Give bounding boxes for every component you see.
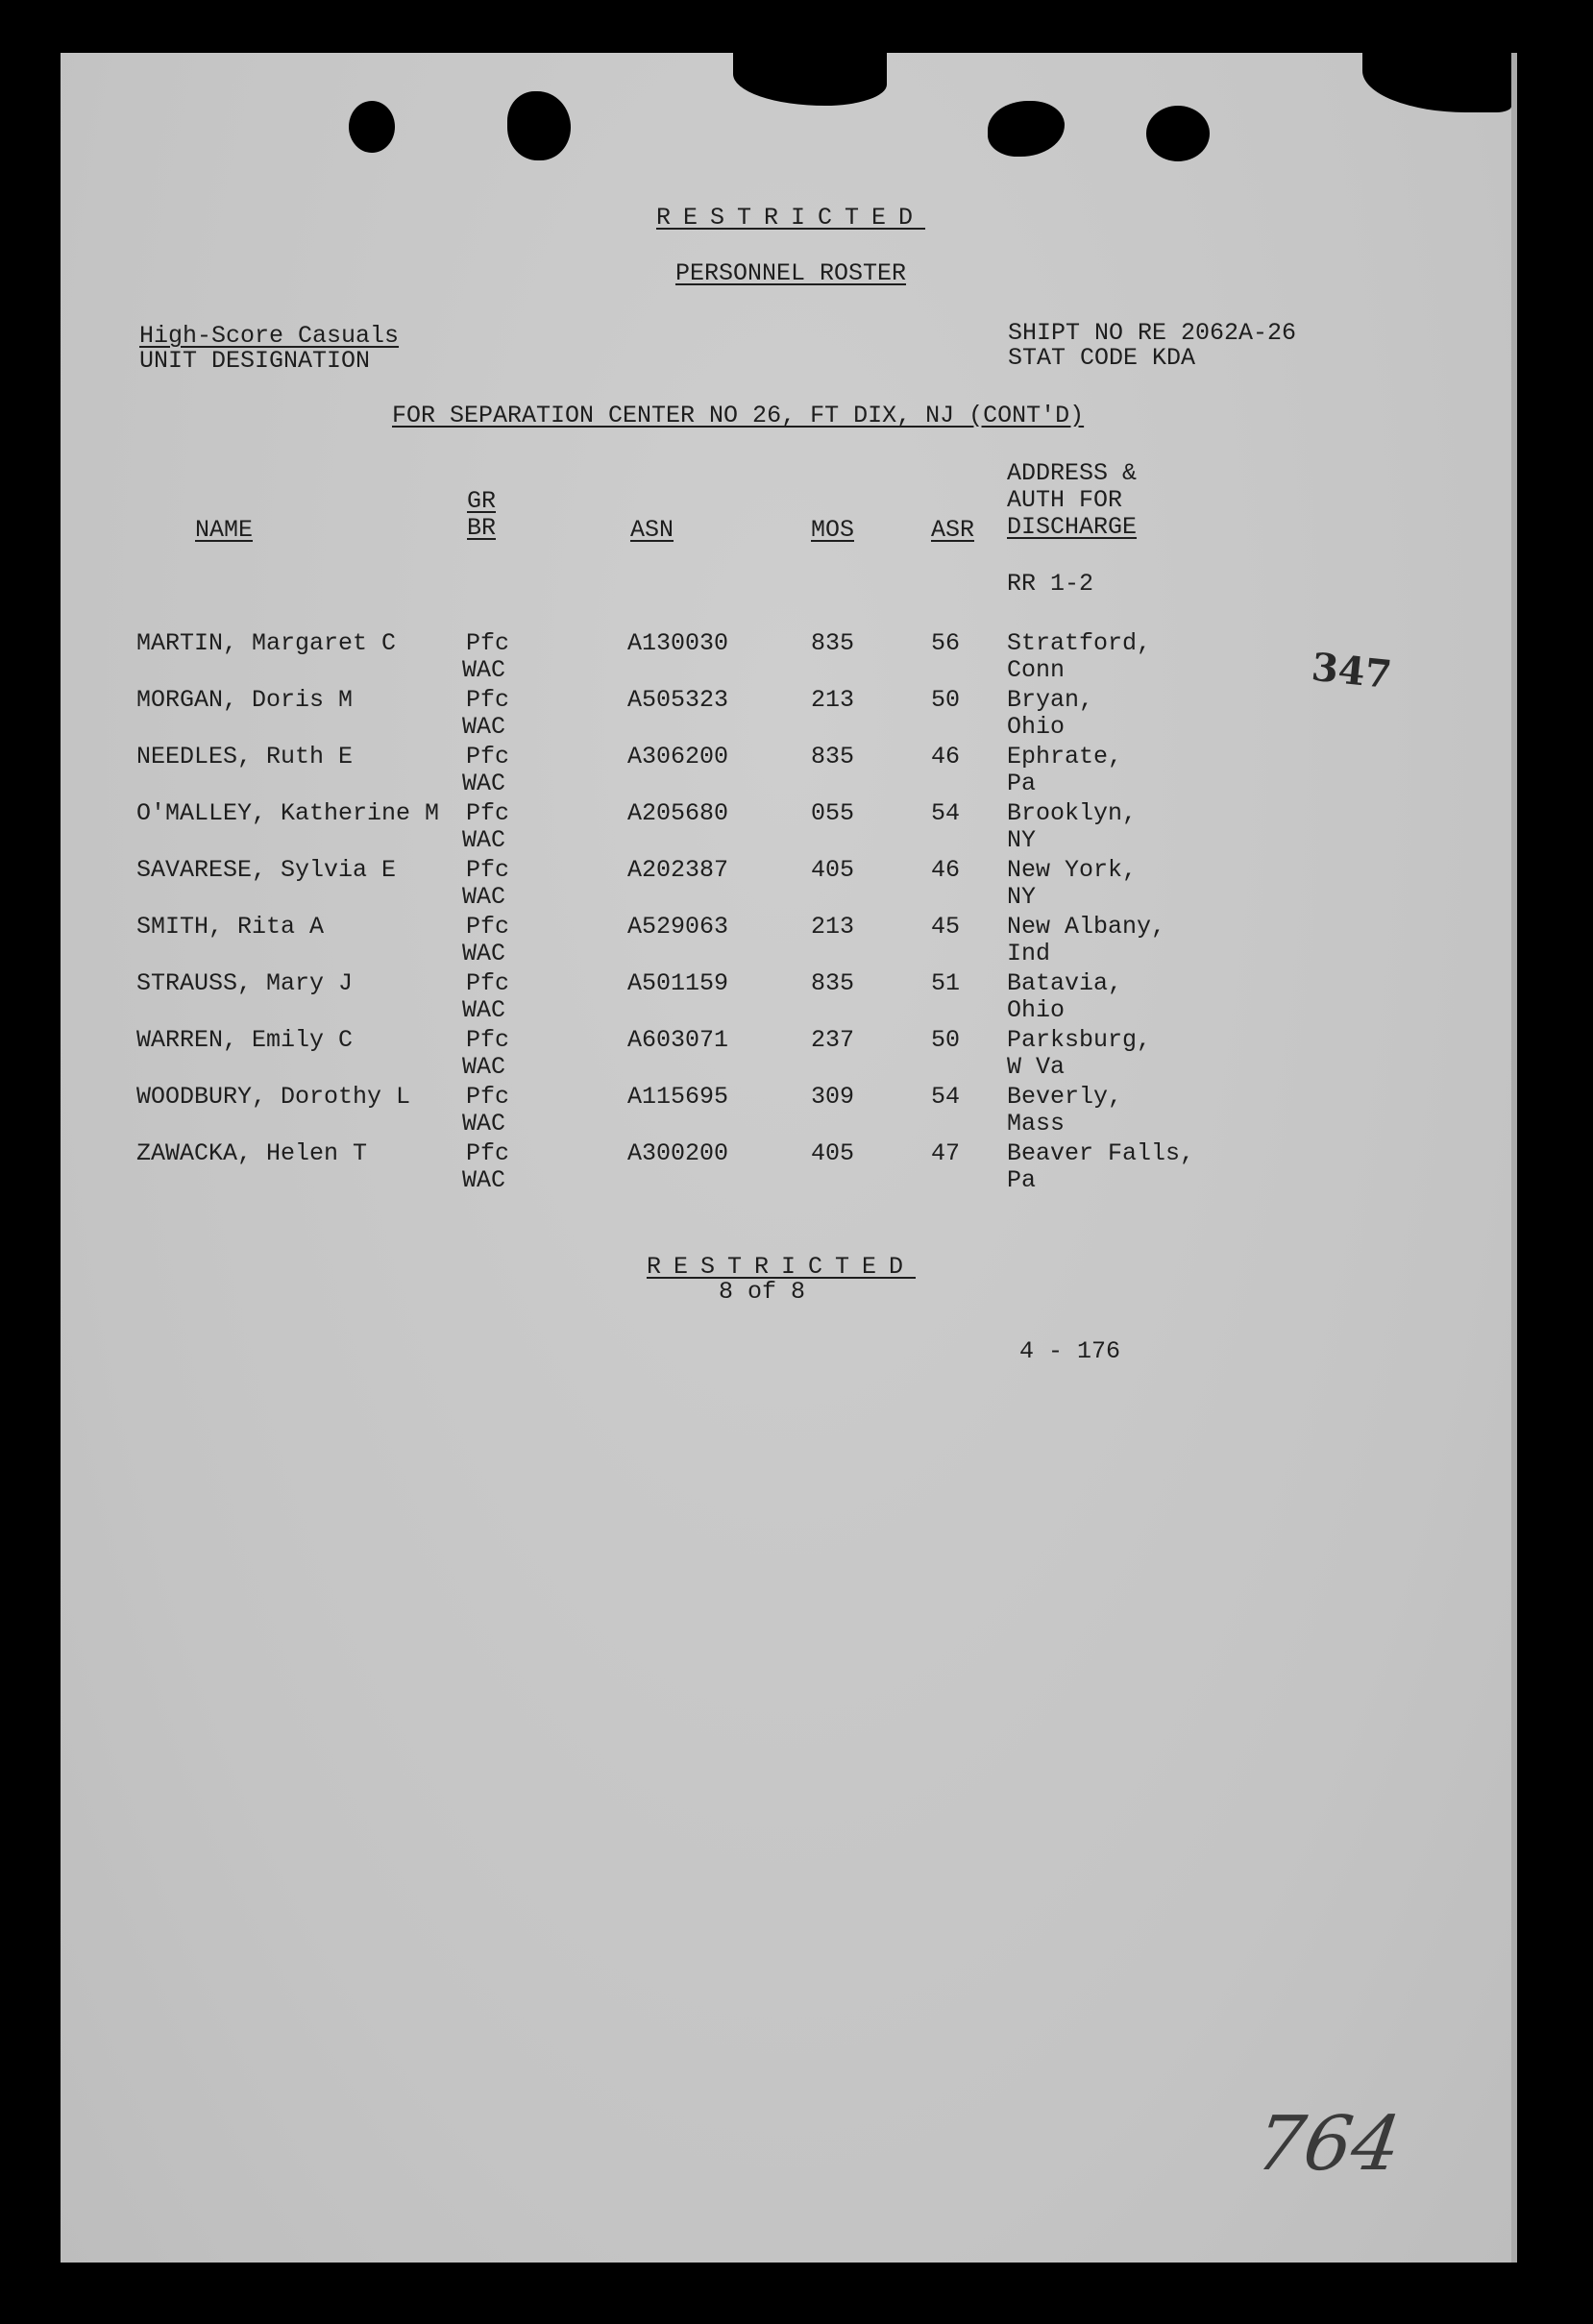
cell-mos: 405 bbox=[811, 1139, 855, 1167]
cell-mos: 213 bbox=[811, 686, 855, 714]
cell-grade: Pfc bbox=[466, 1026, 510, 1054]
unit-name: High-Score Casuals bbox=[139, 322, 400, 350]
restricted-marking-bottom: RESTRICTED bbox=[646, 1253, 917, 1281]
column-header-address-3: DISCHARGE bbox=[1007, 513, 1138, 541]
cell-mos: 213 bbox=[811, 913, 855, 941]
table-row bbox=[61, 687, 1511, 743]
cell-asn: A202387 bbox=[627, 856, 729, 884]
cell-branch: WAC bbox=[462, 656, 506, 684]
cell-address-state: Ind bbox=[1007, 940, 1051, 967]
punch-hole bbox=[507, 91, 571, 160]
column-header-address-1: ADDRESS & bbox=[1007, 459, 1138, 487]
column-header-grade: GR bbox=[467, 487, 497, 515]
roster-title: PERSONNEL ROSTER bbox=[674, 259, 907, 287]
cell-address-state: Pa bbox=[1007, 770, 1037, 797]
handwritten-number: 764 bbox=[1250, 2101, 1407, 2188]
table-row bbox=[61, 1140, 1511, 1196]
cell-address-city: New Albany, bbox=[1007, 913, 1166, 941]
table-row bbox=[61, 630, 1511, 686]
discharge-authority: RR 1-2 bbox=[1007, 570, 1094, 598]
table-row bbox=[61, 744, 1511, 799]
cell-asn: A130030 bbox=[627, 629, 729, 657]
cell-mos: 237 bbox=[811, 1026, 855, 1054]
destination-line: FOR SEPARATION CENTER NO 26, FT DIX, NJ (CONT'D) bbox=[392, 402, 1085, 429]
cell-name: SAVARESE, Sylvia E bbox=[136, 856, 397, 884]
cell-grade: Pfc bbox=[466, 686, 510, 714]
cell-branch: WAC bbox=[462, 996, 506, 1024]
cell-branch: WAC bbox=[462, 1053, 506, 1081]
column-header-asn: ASN bbox=[630, 516, 674, 544]
torn-edge bbox=[733, 53, 887, 106]
cell-asr: 51 bbox=[931, 969, 961, 997]
cell-branch: WAC bbox=[462, 713, 506, 741]
cell-address-state: Ohio bbox=[1007, 713, 1066, 741]
table-row bbox=[61, 800, 1511, 856]
table-row bbox=[61, 857, 1511, 913]
cell-grade: Pfc bbox=[466, 1083, 510, 1111]
page-count: 8 of 8 bbox=[718, 1278, 805, 1306]
column-header-asr: ASR bbox=[931, 516, 975, 544]
shipment-number: SHIPT NO RE 2062A-26 bbox=[1008, 319, 1297, 347]
form-number: 4 - 176 bbox=[1019, 1337, 1121, 1365]
cell-branch: WAC bbox=[462, 770, 506, 797]
cell-address-city: Batavia, bbox=[1007, 969, 1123, 997]
cell-address-city: Beverly, bbox=[1007, 1083, 1123, 1111]
cell-name: SMITH, Rita A bbox=[136, 913, 325, 941]
cell-address-city: Beaver Falls, bbox=[1007, 1139, 1195, 1167]
column-header-branch: BR bbox=[467, 514, 497, 542]
cell-mos: 309 bbox=[811, 1083, 855, 1111]
cell-name: MORGAN, Doris M bbox=[136, 686, 354, 714]
cell-address-city: Bryan, bbox=[1007, 686, 1094, 714]
cell-name: STRAUSS, Mary J bbox=[136, 969, 354, 997]
punch-hole bbox=[349, 101, 395, 153]
cell-name: NEEDLES, Ruth E bbox=[136, 743, 354, 771]
table-row bbox=[61, 1027, 1511, 1083]
cell-grade: Pfc bbox=[466, 629, 510, 657]
table-row bbox=[61, 1084, 1511, 1139]
cell-asr: 47 bbox=[931, 1139, 961, 1167]
cell-grade: Pfc bbox=[466, 743, 510, 771]
cell-address-state: Ohio bbox=[1007, 996, 1066, 1024]
cell-asn: A115695 bbox=[627, 1083, 729, 1111]
cell-asr: 50 bbox=[931, 1026, 961, 1054]
column-header-mos: MOS bbox=[811, 516, 855, 544]
cell-name: MARTIN, Margaret C bbox=[136, 629, 397, 657]
cell-address-state: W Va bbox=[1007, 1053, 1066, 1081]
cell-name: O'MALLEY, Katherine M bbox=[136, 799, 440, 827]
cell-asn: A501159 bbox=[627, 969, 729, 997]
cell-address-state: Pa bbox=[1007, 1166, 1037, 1194]
cell-branch: WAC bbox=[462, 826, 506, 854]
cell-mos: 835 bbox=[811, 629, 855, 657]
cell-address-state: Mass bbox=[1007, 1110, 1066, 1138]
cell-name: WARREN, Emily C bbox=[136, 1026, 354, 1054]
cell-asr: 46 bbox=[931, 856, 961, 884]
table-row bbox=[61, 914, 1511, 969]
cell-branch: WAC bbox=[462, 883, 506, 911]
cell-asr: 46 bbox=[931, 743, 961, 771]
cell-grade: Pfc bbox=[466, 913, 510, 941]
cell-asr: 54 bbox=[931, 1083, 961, 1111]
cell-branch: WAC bbox=[462, 1166, 506, 1194]
torn-edge bbox=[1362, 53, 1511, 112]
cell-asn: A505323 bbox=[627, 686, 729, 714]
cell-mos: 835 bbox=[811, 743, 855, 771]
cell-name: ZAWACKA, Helen T bbox=[136, 1139, 368, 1167]
punch-hole bbox=[988, 101, 1065, 157]
cell-asr: 45 bbox=[931, 913, 961, 941]
cell-name: WOODBURY, Dorothy L bbox=[136, 1083, 411, 1111]
table-row bbox=[61, 970, 1511, 1026]
cell-asr: 56 bbox=[931, 629, 961, 657]
punch-hole bbox=[1146, 106, 1210, 161]
stat-code: STAT CODE KDA bbox=[1008, 344, 1196, 372]
cell-asn: A529063 bbox=[627, 913, 729, 941]
cell-address-city: Parksburg, bbox=[1007, 1026, 1152, 1054]
cell-asr: 54 bbox=[931, 799, 961, 827]
column-header-name: NAME bbox=[195, 516, 254, 544]
cell-address-city: Ephrate, bbox=[1007, 743, 1123, 771]
cell-asn: A300200 bbox=[627, 1139, 729, 1167]
cell-grade: Pfc bbox=[466, 799, 510, 827]
cell-asr: 50 bbox=[931, 686, 961, 714]
cell-address-city: New York, bbox=[1007, 856, 1138, 884]
cell-grade: Pfc bbox=[466, 1139, 510, 1167]
unit-designation-label: UNIT DESIGNATION bbox=[139, 347, 371, 375]
cell-asn: A205680 bbox=[627, 799, 729, 827]
cell-address-state: Conn bbox=[1007, 656, 1066, 684]
restricted-marking-top: RESTRICTED bbox=[655, 204, 926, 232]
column-header-address-2: AUTH FOR bbox=[1007, 486, 1123, 514]
cell-grade: Pfc bbox=[466, 856, 510, 884]
cell-address-state: NY bbox=[1007, 883, 1037, 911]
cell-branch: WAC bbox=[462, 940, 506, 967]
cell-mos: 405 bbox=[811, 856, 855, 884]
document-page bbox=[61, 53, 1517, 2263]
stamped-page-number: 347 bbox=[1309, 644, 1394, 698]
cell-address-city: Stratford, bbox=[1007, 629, 1152, 657]
cell-grade: Pfc bbox=[466, 969, 510, 997]
cell-asn: A306200 bbox=[627, 743, 729, 771]
cell-address-state: NY bbox=[1007, 826, 1037, 854]
cell-branch: WAC bbox=[462, 1110, 506, 1138]
cell-asn: A603071 bbox=[627, 1026, 729, 1054]
cell-mos: 055 bbox=[811, 799, 855, 827]
cell-mos: 835 bbox=[811, 969, 855, 997]
cell-address-city: Brooklyn, bbox=[1007, 799, 1138, 827]
